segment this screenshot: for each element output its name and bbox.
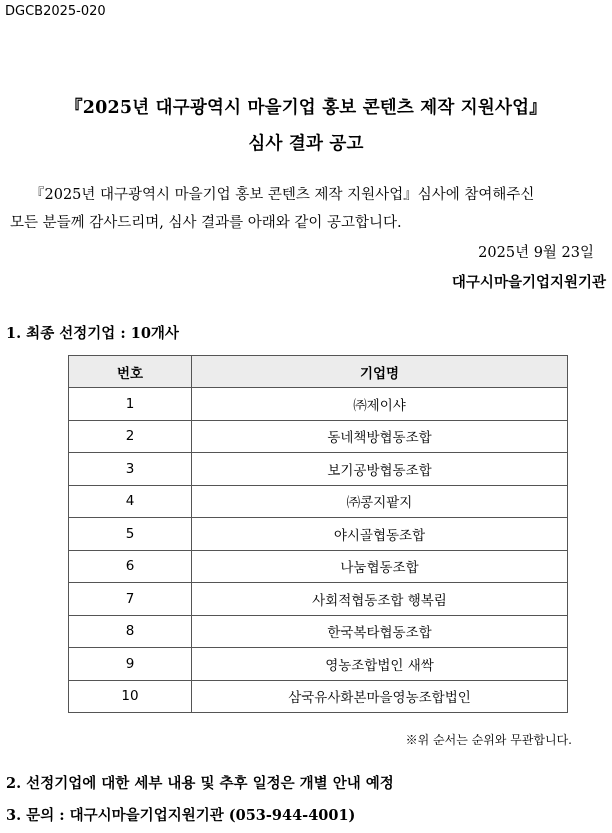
row-number: 2 [69, 420, 192, 453]
row-company-name: 삼국유사화본마을영농조합법인 [192, 680, 568, 713]
row-company-name: 보기공방협동조합 [192, 453, 568, 486]
header-company-name: 기업명 [192, 356, 568, 388]
announcement-date: 2025년 9월 23일 [478, 245, 594, 261]
intro-line-1: 『2025년 대구광역시 마을기업 홍보 콘텐츠 제작 지원사업』심사에 참여해주신 [30, 187, 535, 203]
row-number: 3 [69, 453, 192, 486]
document-code: DGCB2025-020 [5, 4, 106, 19]
table-row [69, 485, 568, 518]
row-company-name: 야시골협동조합 [192, 518, 568, 551]
row-company-name: 나눔협동조합 [192, 550, 568, 583]
table-row [69, 648, 568, 681]
section-3-contact: 3. 문의 : 대구시마을기업지원기관 (053-944-4001) [6, 807, 356, 824]
row-number: 7 [69, 583, 192, 616]
intro-line-2: 모든 분들께 감사드리며, 심사 결과를 아래와 같이 공고합니다. [10, 215, 402, 231]
row-company-name: 동네책방협동조합 [192, 420, 568, 453]
selected-companies-table [68, 355, 568, 713]
table-row [69, 388, 568, 421]
table-row [69, 453, 568, 486]
row-number: 4 [69, 485, 192, 518]
organization-name: 대구시마을기업지원기관 [451, 274, 606, 291]
row-number: 9 [69, 648, 192, 681]
table-row [69, 680, 568, 713]
title-line-1: 『2025년 대구광역시 마을기업 홍보 콘텐츠 제작 지원사업』 [65, 98, 547, 118]
row-company-name: 사회적협동조합 행복림 [192, 583, 568, 616]
row-company-name: ㈜콩지팥지 [192, 485, 568, 518]
row-number: 8 [69, 615, 192, 648]
title-line-2: 심사 결과 공고 [248, 134, 364, 154]
row-number: 1 [69, 388, 192, 421]
row-number: 10 [69, 680, 192, 713]
row-number: 5 [69, 518, 192, 551]
table-row [69, 550, 568, 583]
section-1-heading: 1. 최종 선정기업 : 10개사 [6, 325, 179, 342]
row-number: 6 [69, 550, 192, 583]
row-company-name: ㈜제이샤 [192, 388, 568, 421]
order-note: ※위 순서는 순위와 무관합니다. [405, 733, 572, 747]
table-row [69, 518, 568, 551]
row-company-name: 한국복타협동조합 [192, 615, 568, 648]
header-number: 번호 [69, 356, 192, 388]
table-header-row [69, 356, 568, 388]
table-row [69, 420, 568, 453]
section-2-heading: 2. 선정기업에 대한 세부 내용 및 추후 일정은 개별 안내 예정 [6, 775, 394, 792]
table-row [69, 583, 568, 616]
row-company-name: 영농조합법인 새싹 [192, 648, 568, 681]
table-row [69, 615, 568, 648]
